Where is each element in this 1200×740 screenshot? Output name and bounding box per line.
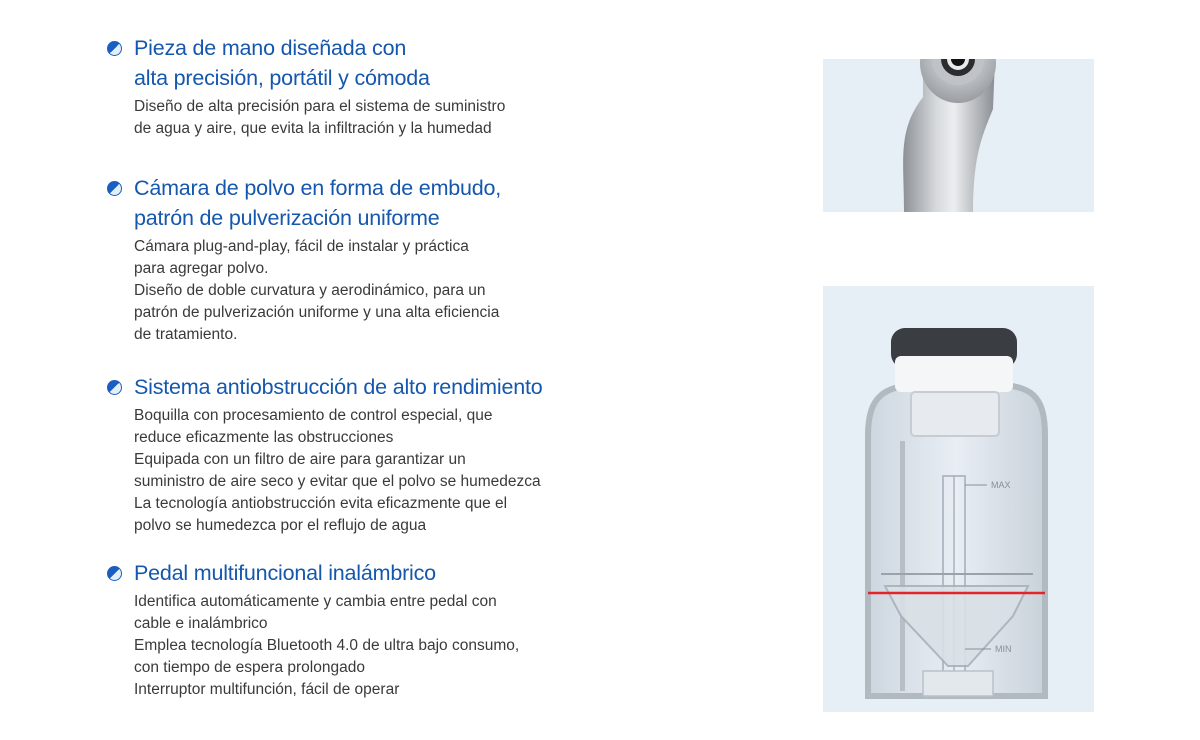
feature-title [134,33,577,93]
half-circle-bullet-icon [107,380,122,395]
feature-title-line: Pedal multifuncional inalámbrico [134,561,436,585]
feature-description [134,236,577,346]
feature-description-line: Interruptor multifunción, fácil de operar [134,681,400,698]
half-circle-bullet-icon [107,181,122,196]
feature-description-line: suministro de aire seco y evitar que el polvo se humedezca [134,473,541,490]
feature-title [134,372,577,402]
handpiece-image-panel [823,59,1094,212]
feature-description-line: Equipada con un filtro de aire para garantizar un [134,451,466,468]
feature-description-line: patrón de pulverización uniforme y una alta eficiencia [134,304,500,321]
powder-chamber-image-panel [823,286,1094,712]
feature-description-line: reduce eficazmente las obstrucciones [134,429,394,446]
feature-title [134,173,577,233]
feature-title [134,558,577,588]
max-marker-label: MAX [991,480,1011,490]
feature-description [134,591,577,701]
feature-title-line: Pieza de mano diseñada con [134,36,407,60]
feature-description-line: de tratamiento. [134,326,238,343]
feature-title-line: patrón de pulverización uniforme [134,206,440,230]
feature-wireless-pedal [107,558,577,701]
min-marker-label: MIN [995,644,1012,654]
feature-description-line: cable e inalámbrico [134,615,268,632]
half-circle-bullet-icon [107,566,122,581]
handpiece-nozzle-image [823,59,1094,212]
feature-description-line: Identifica automáticamente y cambia entre pedal con [134,593,497,610]
feature-title-line: Sistema antiobstrucción de alto rendimiento [134,375,543,399]
feature-description [134,96,577,140]
feature-description [134,405,577,537]
feature-description-line: La tecnología antiobstrucción evita eficazmente que el [134,495,508,512]
feature-description-line: Cámara plug-and-play, fácil de instalar y práctica [134,238,469,255]
feature-anti-clog [107,372,577,537]
feature-description-line: con tiempo de espera prolongado [134,659,365,676]
feature-title-line: alta precisión, portátil y cómoda [134,66,430,90]
feature-description-line: polvo se humedezca por el reflujo de agua [134,517,427,534]
feature-description-line: Diseño de alta precisión para el sistema de suministro [134,98,506,115]
half-circle-bullet-icon [107,41,122,56]
feature-handpiece [107,33,577,140]
feature-description-line: Emplea tecnología Bluetooth 4.0 de ultra bajo consumo, [134,637,520,654]
feature-powder-chamber [107,173,577,346]
feature-description-line: para agregar polvo. [134,260,269,277]
feature-description-line: Boquilla con procesamiento de control especial, que [134,407,493,424]
feature-description-line: Diseño de doble curvatura y aerodinámico, para un [134,282,486,299]
feature-title-line: Cámara de polvo en forma de embudo, [134,176,502,200]
feature-description-line: de agua y aire, que evita la infiltración y la humedad [134,120,492,137]
powder-chamber-image [823,286,1094,712]
